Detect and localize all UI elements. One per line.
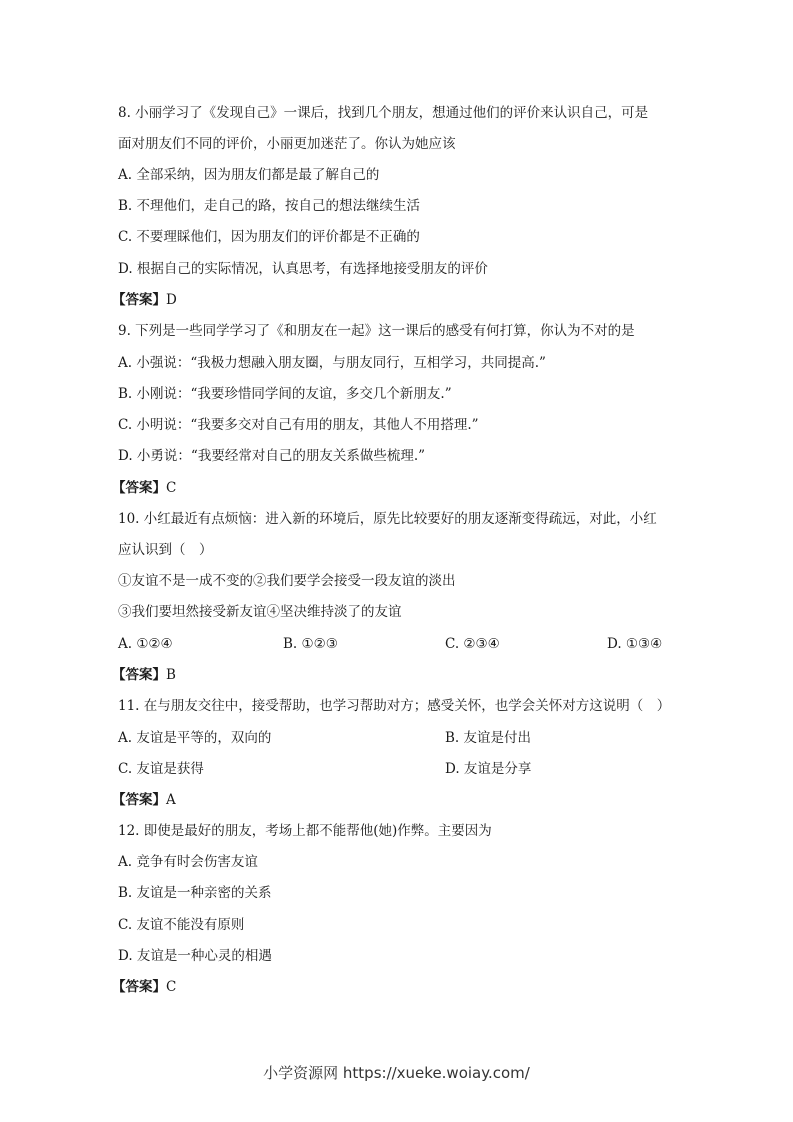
q12-stem-line-1: 12. 即使是最好的朋友，考场上都不能帮他(她)作弊。主要因为 — [118, 823, 492, 839]
q9-answer — [112, 479, 176, 497]
q8-answer-tag: 【答案】 — [112, 292, 166, 308]
q8-stem-line-2: 面对朋友们不同的评价，小丽更加迷茫了。你认为她应该 — [118, 136, 456, 152]
q11-option-c: C. 友谊是获得 — [118, 761, 204, 777]
q10-option-b: B. ①②③ — [283, 636, 338, 652]
q10-option-a: A. ①②④ — [118, 636, 173, 652]
q8-option-d: D. 根据自己的实际情况，认真思考，有选择地接受朋友的评价 — [118, 261, 488, 277]
q9-stem-line-1: 9. 下列是一些同学学习了《和朋友在一起》这一课后的感受有何打算，你认为不对的是 — [118, 323, 635, 339]
q8-answer — [112, 291, 177, 309]
q11-answer-tag: 【答案】 — [112, 792, 166, 808]
q9-option-b: B. 小刚说：“我要珍惜同学间的友谊，多交几个新朋友.” — [118, 386, 452, 402]
q11-answer — [112, 791, 176, 809]
q10-option-c: C. ②③④ — [445, 636, 500, 652]
q11-option-a: A. 友谊是平等的，双向的 — [118, 730, 272, 746]
q10-answer — [112, 666, 176, 684]
q12-option-b: B. 友谊是一种亲密的关系 — [118, 885, 272, 901]
q9-option-c: C. 小明说：“我要多交对自己有用的朋友，其他人不用搭理.” — [118, 417, 479, 433]
q9-answer-tag: 【答案】 — [112, 480, 166, 496]
q10-stem-line-2: 应认识到（ ） — [118, 542, 213, 558]
q12-option-c: C. 友谊不能没有原则 — [118, 917, 245, 933]
q11-option-b: B. 友谊是付出 — [445, 730, 532, 746]
q10-stem-line-3: ①友谊不是一成不变的②我们要学会接受一段友谊的淡出 — [118, 573, 456, 589]
q11-option-d: D. 友谊是分享 — [445, 761, 532, 777]
q11-stem-line-1: 11. 在与朋友交往中，接受帮助，也学习帮助对方；感受关怀，也学会关怀对方这说明（ ） — [118, 698, 671, 714]
q10-stem-line-1: 10. 小红最近有点烦恼：进入新的环境后，原先比较要好的朋友逐渐变得疏远，对此，小红 — [118, 511, 657, 527]
q10-stem-line-4: ③我们要坦然接受新友谊④坚决维持淡了的友谊 — [118, 604, 402, 620]
q10-option-d: D. ①③④ — [607, 636, 663, 652]
q9-option-d: D. 小勇说：“我要经常对自己的朋友关系做些梳理.” — [118, 448, 426, 464]
q10-answer-tag: 【答案】 — [112, 667, 166, 683]
q8-option-c: C. 不要理睬他们，因为朋友们的评价都是不正确的 — [118, 229, 420, 245]
page-footer: 小学资源网 https://xueke.woiay.com/ — [263, 1064, 530, 1082]
q9-option-a: A. 小强说：“我极力想融入朋友圈，与朋友同行，互相学习，共同提高.” — [118, 355, 546, 371]
q9-answer-value: C — [166, 480, 177, 496]
q12-answer-tag: 【答案】 — [112, 979, 166, 995]
q8-answer-value: D — [166, 292, 177, 308]
q8-option-a: A. 全部采纳，因为朋友们都是最了解自己的 — [118, 167, 380, 183]
q8-stem-line-1: 8. 小丽学习了《发现自己》一课后，找到几个朋友，想通过他们的评价来认识自己，可是 — [118, 105, 649, 121]
q12-answer — [112, 978, 176, 996]
q10-answer-value: B — [166, 667, 176, 683]
q8-option-b: B. 不理他们，走自己的路，按自己的想法继续生活 — [118, 198, 421, 214]
q11-answer-value: A — [166, 792, 176, 808]
q12-option-d: D. 友谊是一种心灵的相遇 — [118, 948, 272, 964]
q12-answer-value: C — [166, 979, 177, 995]
q12-option-a: A. 竞争有时会伤害友谊 — [118, 854, 258, 870]
